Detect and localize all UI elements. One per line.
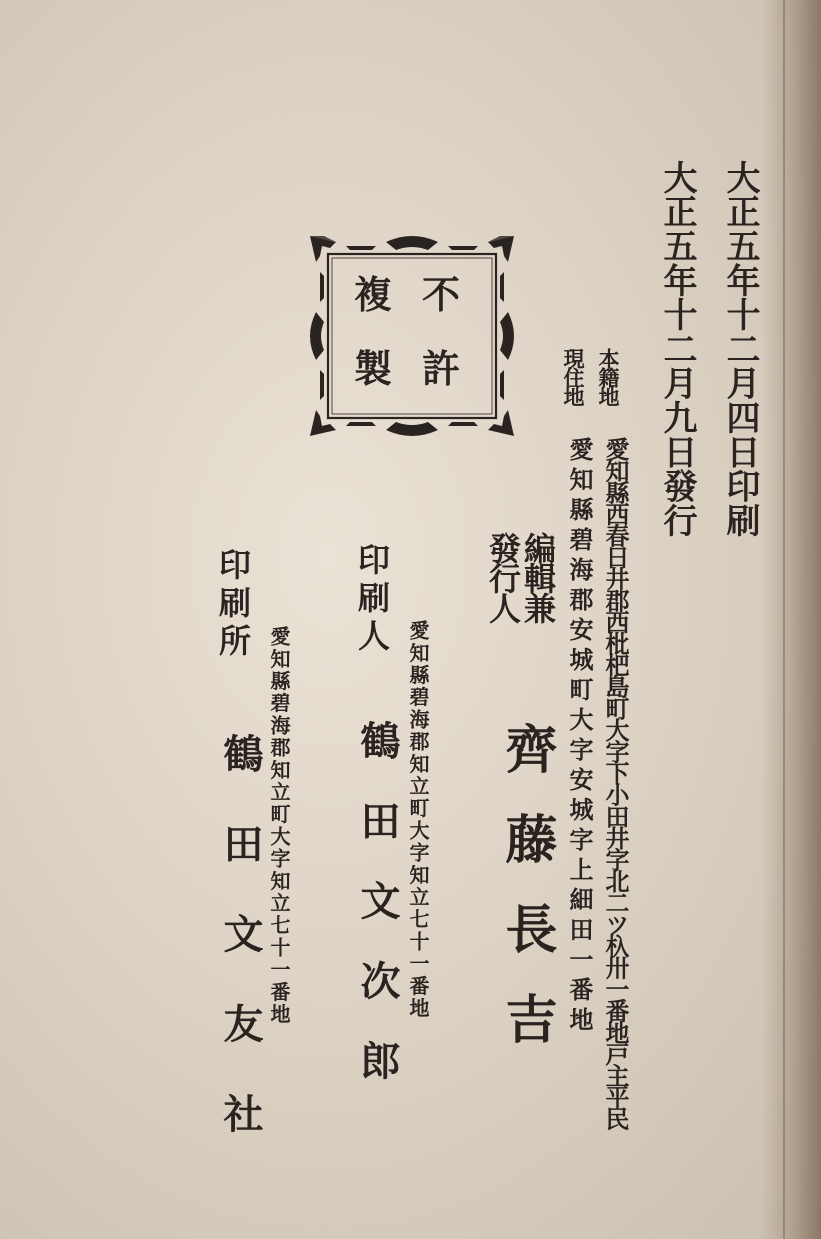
honseki-label: 本籍地 <box>596 348 621 405</box>
editor-role-line1: 編輯兼 <box>519 532 557 622</box>
stamp-border <box>306 232 518 440</box>
honseki-address: 愛知縣西春日井郡西枇杷島町大字下小田井字北二ツ杁卅一番地戸主平民 <box>601 437 630 1129</box>
book-spine-shadow <box>761 0 821 1239</box>
stamp-char-4: 製 <box>354 346 393 391</box>
printer-name: 鶴田文次郎 <box>354 720 401 1120</box>
editor-role-line2: 發行人 <box>484 532 522 622</box>
stamp-char-1: 不 <box>422 272 461 317</box>
printing-office-name: 鶴田文友社 <box>217 733 264 1183</box>
genju-label: 現住地 <box>561 348 586 405</box>
stamp-char-3: 複 <box>354 272 393 317</box>
book-spine-crease <box>783 0 785 1239</box>
genju-address: 愛知縣碧海郡安城町大字安城字上細田一番地 <box>565 437 594 1037</box>
printer-role: 印刷人 <box>353 543 391 657</box>
printing-office-address: 愛知縣碧海郡知立町大字知立七十一番地 <box>267 626 291 1026</box>
printing-office-role: 印刷所 <box>214 548 252 662</box>
editor-publisher-name: 齊藤長吉 <box>496 722 557 1082</box>
stamp-char-2: 許 <box>422 346 461 391</box>
publication-date: 大正五年十二月九日發行 <box>657 160 697 538</box>
printer-address: 愛知縣碧海郡知立町大字知立七十一番地 <box>406 620 430 1020</box>
printing-date: 大正五年十二月四日印刷 <box>720 160 760 538</box>
copyright-stamp <box>306 232 518 440</box>
